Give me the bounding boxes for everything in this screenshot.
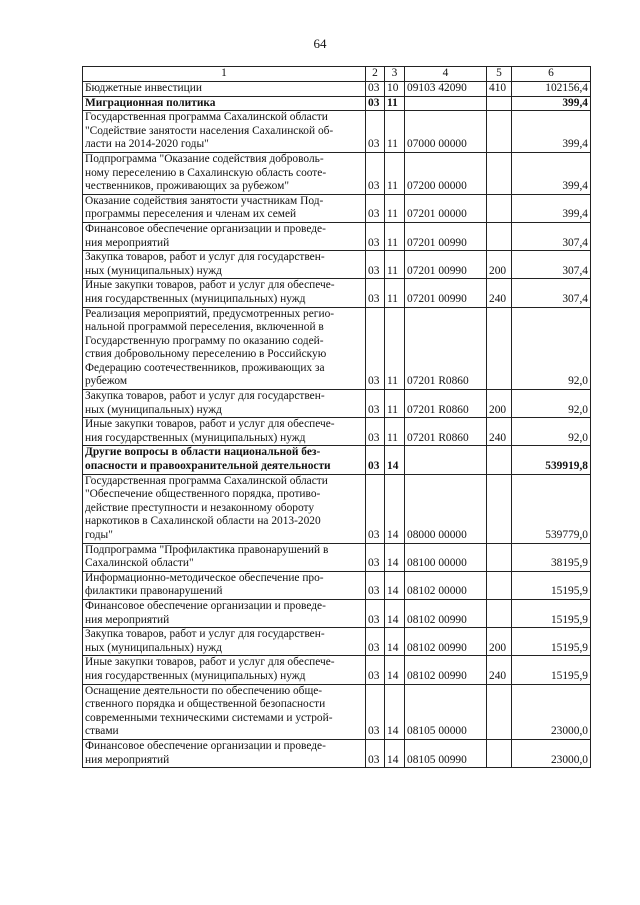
subsection-code: 14 [385, 739, 405, 767]
amount: 307,4 [512, 279, 591, 307]
item-name: Подпрограмма "Оказание содействия доброволь- ному переселению в Сахалинскую область сооте- чественников, проживающих за рубежом" [83, 152, 366, 194]
section-code: 03 [366, 739, 385, 767]
table-row [83, 446, 591, 474]
expense-type-code: 240 [487, 656, 512, 684]
table-row [83, 474, 591, 543]
section-code: 03 [366, 279, 385, 307]
target-article-code: 07000 00000 [405, 111, 487, 153]
expense-type-code [487, 222, 512, 250]
expense-type-code [487, 739, 512, 767]
subsection-code: 14 [385, 684, 405, 739]
table-row [83, 684, 591, 739]
target-article-code: 08100 00000 [405, 543, 487, 571]
target-article-code: 07201 00990 [405, 251, 487, 279]
amount: 23000,0 [512, 739, 591, 767]
header-cell: 2 [366, 67, 385, 82]
amount: 102156,4 [512, 82, 591, 97]
expense-type-code [487, 543, 512, 571]
section-code: 03 [366, 571, 385, 599]
table-row [83, 390, 591, 418]
item-name: Финансовое обеспечение организации и проведе- ния мероприятий [83, 739, 366, 767]
table-row [83, 543, 591, 571]
target-article-code: 08000 00000 [405, 474, 487, 543]
item-name: Финансовое обеспечение организации и проведе- ния мероприятий [83, 599, 366, 627]
amount: 539779,0 [512, 474, 591, 543]
item-name: Государственная программа Сахалинской области "Обеспечение общественного порядка, противо- действие преступности и незаконному обороту наркотиков в Сахалинской области на 2013-2020 годы" [83, 474, 366, 543]
amount: 539919,8 [512, 446, 591, 474]
section-code: 03 [366, 152, 385, 194]
section-code: 03 [366, 418, 385, 446]
expense-type-code [487, 111, 512, 153]
page-number: 64 [313, 36, 327, 51]
expense-type-code [487, 599, 512, 627]
item-name: Закупка товаров, работ и услуг для государствен- ных (муниципальных) нужд [83, 390, 366, 418]
amount: 92,0 [512, 390, 591, 418]
item-name: Государственная программа Сахалинской области "Содействие занятости населения Сахалинской об- ласти на 2014-2020 годы" [83, 111, 366, 153]
amount: 15195,9 [512, 656, 591, 684]
section-code: 03 [366, 222, 385, 250]
section-code: 03 [366, 599, 385, 627]
item-name: Оказание содействия занятости участникам Под- программы переселения и членам их семей [83, 194, 366, 222]
table-row [83, 656, 591, 684]
expense-type-code: 240 [487, 418, 512, 446]
target-article-code: 07201 R0860 [405, 418, 487, 446]
item-name: Иные закупки товаров, работ и услуг для обеспече- ния государственных (муниципальных) нужд [83, 279, 366, 307]
item-name: Иные закупки товаров, работ и услуг для обеспече- ния государственных (муниципальных) нужд [83, 418, 366, 446]
expense-type-code: 200 [487, 628, 512, 656]
expense-type-code [487, 307, 512, 390]
target-article-code: 07201 R0860 [405, 390, 487, 418]
table-row [83, 628, 591, 656]
expense-type-code [487, 571, 512, 599]
amount: 307,4 [512, 251, 591, 279]
expense-type-code [487, 96, 512, 111]
target-article-code: 08102 00000 [405, 571, 487, 599]
amount: 399,4 [512, 194, 591, 222]
section-code: 03 [366, 474, 385, 543]
budget-table [82, 66, 591, 768]
section-code: 03 [366, 194, 385, 222]
table-row [83, 251, 591, 279]
table-row [83, 599, 591, 627]
target-article-code: 08102 00990 [405, 599, 487, 627]
subsection-code: 10 [385, 82, 405, 97]
table-row [83, 739, 591, 767]
header-cell: 4 [405, 67, 487, 82]
item-name: Финансовое обеспечение организации и проведе- ния мероприятий [83, 222, 366, 250]
target-article-code [405, 96, 487, 111]
table-row [83, 222, 591, 250]
header-cell: 1 [83, 67, 366, 82]
target-article-code: 07201 00990 [405, 222, 487, 250]
subsection-code: 11 [385, 152, 405, 194]
table-row [83, 307, 591, 390]
expense-type-code [487, 194, 512, 222]
expense-type-code: 200 [487, 251, 512, 279]
expense-type-code: 240 [487, 279, 512, 307]
section-code: 03 [366, 684, 385, 739]
expense-type-code [487, 446, 512, 474]
subsection-code: 14 [385, 599, 405, 627]
target-article-code: 08105 00990 [405, 739, 487, 767]
section-code: 03 [366, 307, 385, 390]
amount: 92,0 [512, 418, 591, 446]
subsection-code: 14 [385, 628, 405, 656]
amount: 92,0 [512, 307, 591, 390]
section-code: 03 [366, 251, 385, 279]
section-code: 03 [366, 82, 385, 97]
subsection-code: 11 [385, 96, 405, 111]
expense-type-code: 410 [487, 82, 512, 97]
item-name: Закупка товаров, работ и услуг для государствен- ных (муниципальных) нужд [83, 251, 366, 279]
item-name: Оснащение деятельности по обеспечению обще- ственного порядка и общественной безопасности современными техническими системами и устрой- ствами [83, 684, 366, 739]
table-row [83, 82, 591, 97]
amount: 399,4 [512, 96, 591, 111]
target-article-code: 07201 00990 [405, 279, 487, 307]
target-article-code: 07201 00000 [405, 194, 487, 222]
target-article-code: 08102 00990 [405, 656, 487, 684]
amount: 15195,9 [512, 599, 591, 627]
amount: 399,4 [512, 111, 591, 153]
table-row [83, 152, 591, 194]
item-name: Иные закупки товаров, работ и услуг для обеспече- ния государственных (муниципальных) нужд [83, 656, 366, 684]
table-row [83, 418, 591, 446]
item-name: Бюджетные инвестиции [83, 82, 366, 97]
target-article-code: 07200 00000 [405, 152, 487, 194]
table-row [83, 571, 591, 599]
target-article-code: 07201 R0860 [405, 307, 487, 390]
item-name: Подпрограмма "Профилактика правонарушений в Сахалинской области" [83, 543, 366, 571]
header-row [83, 67, 591, 82]
expense-type-code: 200 [487, 390, 512, 418]
header-cell: 3 [385, 67, 405, 82]
header-cell: 6 [512, 67, 591, 82]
subsection-code: 11 [385, 418, 405, 446]
subsection-code: 11 [385, 222, 405, 250]
item-name: Миграционная политика [83, 96, 366, 111]
subsection-code: 11 [385, 279, 405, 307]
subsection-code: 14 [385, 543, 405, 571]
amount: 15195,9 [512, 571, 591, 599]
target-article-code: 08105 00000 [405, 684, 487, 739]
target-article-code: 09103 42090 [405, 82, 487, 97]
amount: 23000,0 [512, 684, 591, 739]
expense-type-code [487, 474, 512, 543]
section-code: 03 [366, 628, 385, 656]
table-row [83, 96, 591, 111]
section-code: 03 [366, 543, 385, 571]
section-code: 03 [366, 390, 385, 418]
table-row [83, 111, 591, 153]
expense-type-code [487, 684, 512, 739]
subsection-code: 11 [385, 194, 405, 222]
expense-type-code [487, 152, 512, 194]
section-code: 03 [366, 656, 385, 684]
subsection-code: 14 [385, 474, 405, 543]
subsection-code: 11 [385, 390, 405, 418]
subsection-code: 14 [385, 446, 405, 474]
section-code: 03 [366, 111, 385, 153]
section-code: 03 [366, 446, 385, 474]
table-row [83, 279, 591, 307]
table-row [83, 194, 591, 222]
section-code: 03 [366, 96, 385, 111]
amount: 399,4 [512, 152, 591, 194]
amount: 15195,9 [512, 628, 591, 656]
item-name: Реализация мероприятий, предусмотренных регио- нальной программой переселения, включенной в Государственную программу по оказанию содей- ствия добровольному переселению в Российскую Федерацию соотечественников, проживающих за рубежом [83, 307, 366, 390]
item-name: Закупка товаров, работ и услуг для государствен- ных (муниципальных) нужд [83, 628, 366, 656]
subsection-code: 11 [385, 111, 405, 153]
target-article-code: 08102 00990 [405, 628, 487, 656]
subsection-code: 14 [385, 656, 405, 684]
item-name: Другие вопросы в области национальной без- опасности и правоохранительной деятельности [83, 446, 366, 474]
target-article-code [405, 446, 487, 474]
amount: 307,4 [512, 222, 591, 250]
subsection-code: 11 [385, 307, 405, 390]
subsection-code: 14 [385, 571, 405, 599]
item-name: Информационно-методическое обеспечение про- филактики правонарушений [83, 571, 366, 599]
amount: 38195,9 [512, 543, 591, 571]
subsection-code: 11 [385, 251, 405, 279]
header-cell: 5 [487, 67, 512, 82]
